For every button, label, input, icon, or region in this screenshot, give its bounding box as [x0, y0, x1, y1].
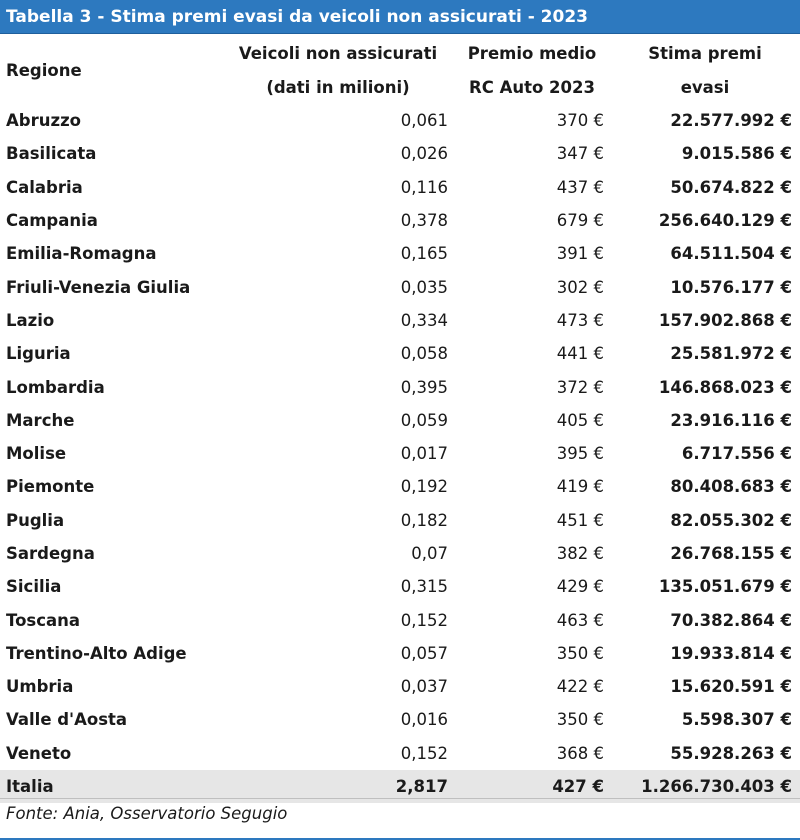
table-row	[0, 737, 800, 770]
cell-vehicles: 0,152	[400, 743, 448, 763]
table-body	[0, 104, 800, 803]
cell-region-total: Italia	[0, 770, 222, 803]
cell-region: Puglia	[6, 510, 65, 530]
table-row	[0, 404, 800, 437]
cell-vehicles: 0,035	[400, 277, 448, 297]
table-row	[0, 437, 800, 470]
cell-premium: 419 €	[556, 477, 604, 497]
header-row-1	[0, 36, 800, 70]
cell-estimate: 256.640.129 €	[658, 211, 792, 231]
cell-vehicles: 0,07	[411, 544, 448, 563]
cell-estimate: 146.868.023 €	[658, 377, 792, 397]
source-note: Fonte: Ania, Osservatorio Segugio	[6, 804, 288, 823]
cell-premium: 463 €	[556, 610, 604, 630]
cell-premium: 441 €	[556, 344, 604, 364]
cell-premium: 347 €	[556, 144, 604, 164]
cell-region: Calabria	[6, 177, 83, 197]
column-header-premium-line2: RC Auto 2023	[469, 77, 595, 97]
cell-premium: 395 €	[556, 444, 604, 464]
table-row	[0, 171, 800, 204]
cell-region: Lombardia	[6, 377, 105, 397]
cell-region: Campania	[6, 211, 98, 231]
table-row	[0, 537, 800, 570]
cell-premium: 382 €	[556, 544, 604, 563]
cell-region: Lazio	[6, 310, 55, 330]
cell-region: Toscana	[6, 610, 81, 630]
cell-region: Piemonte	[6, 477, 95, 497]
table-row	[0, 204, 800, 237]
cell-premium: 429 €	[556, 577, 604, 597]
cell-estimate: 22.577.992 €	[670, 111, 792, 131]
table-row	[0, 104, 800, 137]
cell-region: Umbria	[6, 677, 74, 697]
table-row	[0, 304, 800, 337]
column-header-region: Regione	[6, 60, 82, 80]
cell-estimate: 26.768.155 €	[670, 544, 792, 563]
cell-vehicles: 0,037	[400, 677, 448, 697]
cell-region: Friuli-Venezia Giulia	[6, 277, 191, 297]
column-header-estimate-line2: evasi	[680, 77, 730, 97]
cell-estimate: 80.408.683 €	[670, 477, 792, 497]
cell-vehicles: 0,378	[400, 211, 448, 231]
cell-estimate: 55.928.263 €	[670, 743, 792, 763]
cell-estimate: 19.933.814 €	[670, 643, 792, 663]
cell-estimate: 15.620.591 €	[670, 677, 792, 697]
table-row	[0, 570, 800, 603]
cell-estimate: 50.674.822 €	[670, 177, 792, 197]
table-row	[0, 470, 800, 503]
column-header-premium-line1: Premio medio	[467, 43, 597, 63]
cell-vehicles: 0,059	[400, 410, 448, 430]
table-title: Tabella 3 - Stima premi evasi da veicoli non assicurati - 2023	[0, 0, 800, 34]
table-row	[0, 337, 800, 370]
table-header	[0, 36, 800, 104]
column-header-vehicles-line2: (dati in milioni)	[266, 77, 410, 97]
cell-estimate: 64.511.504 €	[670, 244, 792, 264]
cell-estimate: 9.015.586 €	[681, 144, 792, 164]
cell-premium: 302 €	[556, 277, 604, 297]
cell-estimate: 135.051.679 €	[658, 577, 792, 597]
table-row	[0, 504, 800, 537]
cell-region: Abruzzo	[6, 111, 82, 131]
cell-vehicles: 0,057	[400, 643, 448, 663]
cell-premium: 679 €	[556, 211, 604, 231]
cell-premium: 350 €	[556, 643, 604, 663]
cell-premium: 437 €	[556, 177, 604, 197]
table-row	[0, 137, 800, 170]
cell-premium: 391 €	[556, 244, 604, 264]
cell-region: Trentino-Alto Adige	[6, 643, 187, 663]
column-header-estimate-line1: Stima premi	[648, 43, 762, 63]
table-row	[0, 670, 800, 703]
cell-vehicles: 0,016	[400, 710, 448, 730]
cell-region: Molise	[6, 444, 67, 464]
cell-estimate: 25.581.972 €	[670, 344, 792, 364]
cell-region: Sicilia	[6, 577, 62, 597]
cell-premium-total: 427 €	[454, 770, 610, 803]
cell-region: Marche	[6, 410, 75, 430]
cell-premium: 405 €	[556, 410, 604, 430]
data-table	[0, 36, 800, 803]
table-row	[0, 637, 800, 670]
cell-estimate-total: 1.266.730.403 €	[610, 770, 800, 803]
cell-vehicles: 0,165	[400, 244, 448, 264]
column-header-vehicles-line1: Veicoli non assicurati	[238, 43, 438, 63]
cell-region: Valle d'Aosta	[6, 710, 128, 730]
cell-premium: 350 €	[556, 710, 604, 730]
cell-vehicles: 0,395	[400, 377, 448, 397]
table-row	[0, 270, 800, 303]
cell-vehicles: 0,192	[400, 477, 448, 497]
cell-estimate: 157.902.868 €	[658, 310, 792, 330]
cell-estimate: 6.717.556 €	[681, 444, 792, 464]
cell-premium: 422 €	[556, 677, 604, 697]
cell-premium: 451 €	[556, 510, 604, 530]
cell-region: Sardegna	[6, 544, 95, 563]
cell-estimate: 82.055.302 €	[670, 510, 792, 530]
cell-region: Emilia-Romagna	[6, 244, 157, 264]
cell-premium: 370 €	[556, 111, 604, 131]
cell-vehicles: 0,152	[400, 610, 448, 630]
cell-premium: 473 €	[556, 310, 604, 330]
table-row	[0, 370, 800, 403]
cell-vehicles: 0,026	[400, 144, 448, 164]
cell-vehicles: 0,116	[400, 177, 448, 197]
divider	[0, 798, 800, 799]
cell-premium: 368 €	[556, 743, 604, 763]
cell-estimate: 23.916.116 €	[670, 410, 792, 430]
table-row	[0, 603, 800, 636]
cell-premium: 372 €	[556, 377, 604, 397]
cell-estimate: 70.382.864 €	[670, 610, 792, 630]
cell-vehicles-total: 2,817	[222, 770, 454, 803]
cell-region: Veneto	[6, 743, 72, 763]
cell-vehicles: 0,058	[400, 344, 448, 364]
cell-vehicles: 0,061	[400, 111, 448, 131]
cell-vehicles: 0,315	[400, 577, 448, 597]
table-row	[0, 237, 800, 270]
cell-region: Liguria	[6, 344, 71, 364]
cell-estimate: 5.598.307 €	[681, 710, 792, 730]
cell-vehicles: 0,182	[400, 510, 448, 530]
cell-region: Basilicata	[6, 144, 97, 164]
cell-estimate: 10.576.177 €	[670, 277, 792, 297]
cell-vehicles: 0,334	[400, 310, 448, 330]
cell-vehicles: 0,017	[400, 444, 448, 464]
table-row	[0, 703, 800, 736]
